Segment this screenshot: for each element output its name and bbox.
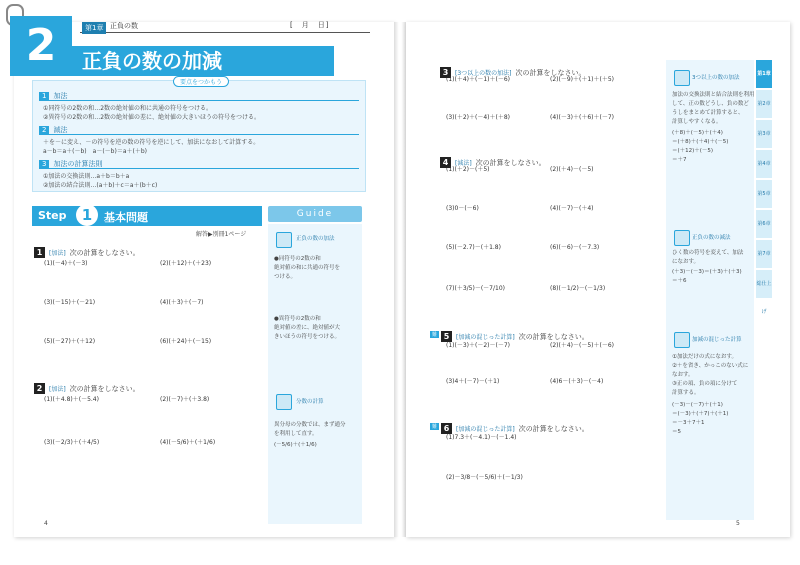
problem-item: (2)(－9)＋(＋1)＋(＋5) xyxy=(550,76,614,83)
chapter-tag: 第1章 xyxy=(82,22,106,34)
problem-instruction: 次の計算をしなさい。 xyxy=(518,333,589,341)
problem-item: (2)(＋4)－(－5)＋(－6) xyxy=(550,342,614,349)
chapter-tab[interactable]: 第7章 xyxy=(756,240,772,269)
problem-tag: [加法] xyxy=(49,386,66,393)
guide-line: 絶対値の差に、絶対値が大 xyxy=(274,325,341,331)
problem-2-head xyxy=(34,376,140,395)
summary-heading-number: 1 xyxy=(39,92,49,100)
problem-instruction: 次の計算をしなさい。 xyxy=(475,159,546,167)
problem-item: (4)(－5/6)＋(＋1/6) xyxy=(160,439,216,446)
hint-line: 加法の交換法則と結合法則を利用 xyxy=(672,92,755,98)
problem-item: (3)4＋(－7)－(＋1) xyxy=(446,378,500,385)
hint-title: 加減の混じった計算 xyxy=(692,337,742,343)
hint-line: ②＋を省き、かっこのない式に xyxy=(672,363,749,369)
problem-number: 5 xyxy=(441,331,452,342)
hint-line: ③正の項、負の項に分けて xyxy=(672,381,738,387)
summary-line: ①同符号の2数の和…2数の絶対値の和に共通の符号をつける。 xyxy=(43,105,213,112)
guide-icon xyxy=(276,232,292,248)
problem-tag: [加減の混じった計算] xyxy=(456,334,515,341)
header-rule xyxy=(80,32,370,33)
summary-line: ①加法の交換法則…a＋b＝b＋a xyxy=(43,173,130,180)
guide-line: ●異符号の2数の和 xyxy=(274,316,321,322)
summary-heading-bar xyxy=(39,91,359,101)
summary-heading-label: 加法 xyxy=(53,92,68,100)
hint-line: して、正の数どうし、負の数ど xyxy=(672,101,749,107)
problem-item: (1)7.3＋(－4.1)－(－1.4) xyxy=(446,434,517,441)
problem-item: (2)－3/8－(－5/6)＋(－1/3) xyxy=(446,474,523,481)
chapter-tab[interactable]: 第5章 xyxy=(756,180,772,209)
hint-icon xyxy=(674,70,690,86)
problem-1-head xyxy=(34,240,140,259)
problem-item: (3)(－2/3)＋(＋4/5) xyxy=(44,439,100,446)
hint-line: ひく数の符号を変えて、加法 xyxy=(672,250,744,256)
problem-item: (6)(－6)－(－7.3) xyxy=(550,244,600,251)
hint-icon xyxy=(674,332,690,348)
step-band xyxy=(32,206,262,226)
hint-line: ＝(＋12)＋(－5) xyxy=(672,148,714,154)
problem-number: 1 xyxy=(34,247,45,258)
hint-line: になおす。 xyxy=(672,259,700,265)
summary-line: a－b＝a＋(－b) a－(－b)＝a＋(＋b) xyxy=(43,148,147,155)
summary-heading-label: 加法の計算法則 xyxy=(53,160,103,168)
problem-tag: [減法] xyxy=(455,160,472,167)
summary-heading-number: 3 xyxy=(39,160,49,168)
problem-instruction: 次の計算をしなさい。 xyxy=(69,249,140,257)
problem-item: (1)(＋2)－(＋5) xyxy=(446,166,490,173)
chapter-tab[interactable]: 第6章 xyxy=(756,210,772,239)
guide-title: 正負の数の加法 xyxy=(296,236,335,242)
problem-item: (3)(－15)＋(－21) xyxy=(44,299,96,306)
problem-number: 6 xyxy=(441,423,452,434)
problem-item: (5)(－27)＋(＋12) xyxy=(44,338,96,345)
gutter xyxy=(394,22,406,537)
problem-item: (4)(－3)＋(＋6)＋(－7) xyxy=(550,114,614,121)
summary-heading-3 xyxy=(39,159,102,169)
problem-item: (1)(＋4.8)＋(－5.4) xyxy=(44,396,99,403)
guide-icon xyxy=(276,394,292,410)
summary-box xyxy=(32,80,366,192)
chapter-tab[interactable]: 第1章 xyxy=(756,60,772,89)
chapter-name: 正負の数 xyxy=(110,22,138,30)
hint-column xyxy=(666,60,754,520)
summary-line: ②加法の結合法則…(a＋b)＋c＝a＋(b＋c) xyxy=(43,182,158,189)
hint-line: うしをまとめて計算すると、 xyxy=(672,110,744,116)
problem-tag: [加法] xyxy=(49,250,66,257)
hint-title: 正負の数の減法 xyxy=(692,235,731,241)
summary-line: ＋を－に変え、－の符号を逆の数の符号を逆にして、加法になおして計算する。 xyxy=(43,139,260,146)
hint-line: ＝(＋8)＋(＋4)＋(－5) xyxy=(672,139,729,145)
hint-line: ＝(－3)＋(＋7)＋(＋1) xyxy=(672,411,729,417)
guide-line: きいほうの符号をつける。 xyxy=(274,334,341,340)
problem-tag: [加減の混じった計算] xyxy=(456,426,515,433)
hint-line: ＝－3＋7＋1 xyxy=(672,420,705,426)
summary-heading-label: 減法 xyxy=(53,126,68,134)
problem-number: 2 xyxy=(34,383,45,394)
summary-heading-2 xyxy=(39,125,67,135)
summary-heading-bar xyxy=(39,125,359,135)
chapter-tab[interactable]: 総仕上げ xyxy=(756,270,772,299)
problem-item: (3)(＋2)＋(－4)＋(＋8) xyxy=(446,114,510,121)
summary-pill: 要点をつかもう xyxy=(173,76,229,87)
guide-line: (－5/6)＋(＋1/6) xyxy=(274,442,317,448)
summary-line: ②異符号の2数の和…2数の絶対値の差に、絶対値の大きいほうの符号をつける。 xyxy=(43,114,261,121)
problem-instruction: 次の計算をしなさい。 xyxy=(518,425,589,433)
problem-instruction: 次の計算をしなさい。 xyxy=(69,385,140,393)
date-field: [ 月 日] xyxy=(290,21,330,29)
problem-number: 3 xyxy=(440,67,451,78)
step-number: 1 xyxy=(76,204,98,226)
guide-line: を利用して直す。 xyxy=(274,431,318,437)
guide-column xyxy=(268,224,362,524)
problem-item: (1)(－3)＋(－2)－(－7) xyxy=(446,342,510,349)
problem-item: (3)0－(－6) xyxy=(446,205,479,212)
problem-item: (4)(＋3)＋(－7) xyxy=(160,299,204,306)
hard-badge: 難 xyxy=(432,332,438,338)
problem-item: (4)6－(＋3)－(－4) xyxy=(550,378,604,385)
hint-line: ①加法だけの式になおす。 xyxy=(672,354,737,360)
page-number-right: 5 xyxy=(736,520,740,527)
guide-line: 異分母の分数では、まず通分 xyxy=(274,422,346,428)
hint-line: (＋3)－(－3)＝(＋3)＋(＋3) xyxy=(672,269,742,275)
chapter-tab[interactable]: 第3章 xyxy=(756,120,772,149)
hint-line: ＝5 xyxy=(672,429,681,435)
problem-item: (5)(－2.7)－(＋1.8) xyxy=(446,244,501,251)
hint-line: ＝＋7 xyxy=(672,157,687,163)
guide-line: 絶対値の和に共通の符号を xyxy=(274,265,341,271)
section-title: 正負の数の加減 xyxy=(72,46,334,76)
guide-title: 分数の計算 xyxy=(296,399,324,405)
chapter-tabs xyxy=(756,60,772,315)
problem-item: (1)(－4)＋(－3) xyxy=(44,260,88,267)
chapter-tab[interactable]: 第4章 xyxy=(756,150,772,179)
section-number: 2 xyxy=(10,16,72,76)
guide-line: つける。 xyxy=(274,274,297,280)
hint-icon xyxy=(674,230,690,246)
problem-item: (8)(－1/2)－(－1/3) xyxy=(550,285,606,292)
summary-heading-1 xyxy=(39,91,67,101)
problem-item: (6)(＋24)＋(－15) xyxy=(160,338,212,345)
hint-line: 計算しやすくなる。 xyxy=(672,119,722,125)
chapter-tab[interactable]: 第2章 xyxy=(756,90,772,119)
problem-item: (4)(－7)－(＋4) xyxy=(550,205,594,212)
problem-instruction: 次の計算をしなさい。 xyxy=(515,69,586,77)
step-title: 基本問題 xyxy=(104,211,148,224)
hint-line: (＋8)＋(－5)＋(＋4) xyxy=(672,130,723,136)
answer-reference: 解答▶別冊1ページ xyxy=(196,231,247,238)
hint-line: ＝＋6 xyxy=(672,278,687,284)
guide-label: Guide xyxy=(268,206,362,222)
problem-item: (1)(＋4)＋(－1)＋(－6) xyxy=(446,76,510,83)
problem-item: (2)(＋12)＋(＋23) xyxy=(160,260,212,267)
page-number-left: 4 xyxy=(44,520,48,527)
hint-line: 計算する。 xyxy=(672,390,700,396)
hint-line: なおす。 xyxy=(672,372,694,378)
problem-number: 4 xyxy=(440,157,451,168)
problem-item: (2)(＋4)－(－5) xyxy=(550,166,594,173)
hard-badge: 難 xyxy=(432,424,438,430)
hint-title: 3つ以上の数の加法 xyxy=(692,75,740,81)
problem-item: (7)(＋3/5)－(－7/10) xyxy=(446,285,505,292)
problem-item: (2)(－7)＋(＋3.8) xyxy=(160,396,210,403)
step-label: Step xyxy=(38,209,67,222)
problem-tag: [3つ以上の数の加法] xyxy=(455,70,512,77)
guide-line: ●同符号の2数の和 xyxy=(274,256,321,262)
hint-line: (－3)－(－7)＋(＋1) xyxy=(672,402,723,408)
summary-heading-number: 2 xyxy=(39,126,49,134)
